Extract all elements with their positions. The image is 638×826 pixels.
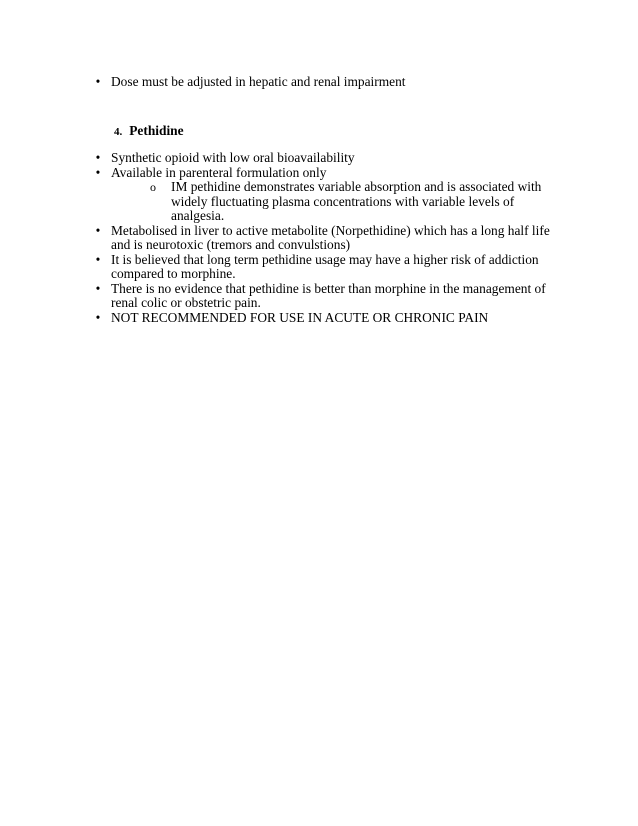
- list-item: [0, 253, 638, 282]
- list-item: [0, 311, 638, 326]
- bullet-text: Available in parenteral formulation only: [111, 164, 327, 180]
- bullet-text: There is no evidence that pethidine is better than morphine in the management of renal colic or obstetric pain.: [111, 280, 546, 310]
- bullet-text: Dose must be adjusted in hepatic and renal impairment: [111, 74, 406, 89]
- list-item: [0, 151, 638, 166]
- bullet-icon: •: [95, 164, 101, 180]
- bullet-text: Metabolised in liver to active metabolite (Norpethidine) which has a long half life and is neurotoxic (tremors and convulstions): [111, 222, 550, 252]
- list-item: [0, 75, 638, 90]
- bullet-text: It is believed that long term pethidine usage may have a higher risk of addiction compared to morphine.: [111, 251, 539, 281]
- bullet-icon: •: [95, 222, 101, 238]
- bullet-text: NOT RECOMMENDED FOR USE IN ACUTE OR CHRONIC PAIN: [111, 309, 489, 325]
- top-bullet-list: [0, 75, 638, 90]
- bullet-icon: •: [95, 251, 101, 267]
- sub-bullet-text: IM pethidine demonstrates variable absorption and is associated with widely fluctuating plasma concentrations with variable levels of analgesia.: [171, 179, 542, 223]
- bullet-icon: •: [95, 150, 101, 165]
- bullet-icon: •: [95, 74, 101, 89]
- sub-list-item: [0, 180, 638, 224]
- sub-bullet-icon: o: [150, 180, 156, 194]
- list-item: [0, 224, 638, 253]
- bullet-text: Synthetic opioid with low oral bioavailability: [111, 150, 355, 165]
- section-title: Pethidine: [129, 123, 184, 138]
- section-heading: [114, 124, 184, 140]
- bullet-icon: •: [95, 309, 101, 325]
- bullet-icon: •: [95, 280, 101, 296]
- section-number: 4.: [114, 126, 123, 138]
- list-item: [0, 166, 638, 181]
- pethidine-bullet-list: [0, 151, 638, 325]
- list-item: [0, 282, 638, 311]
